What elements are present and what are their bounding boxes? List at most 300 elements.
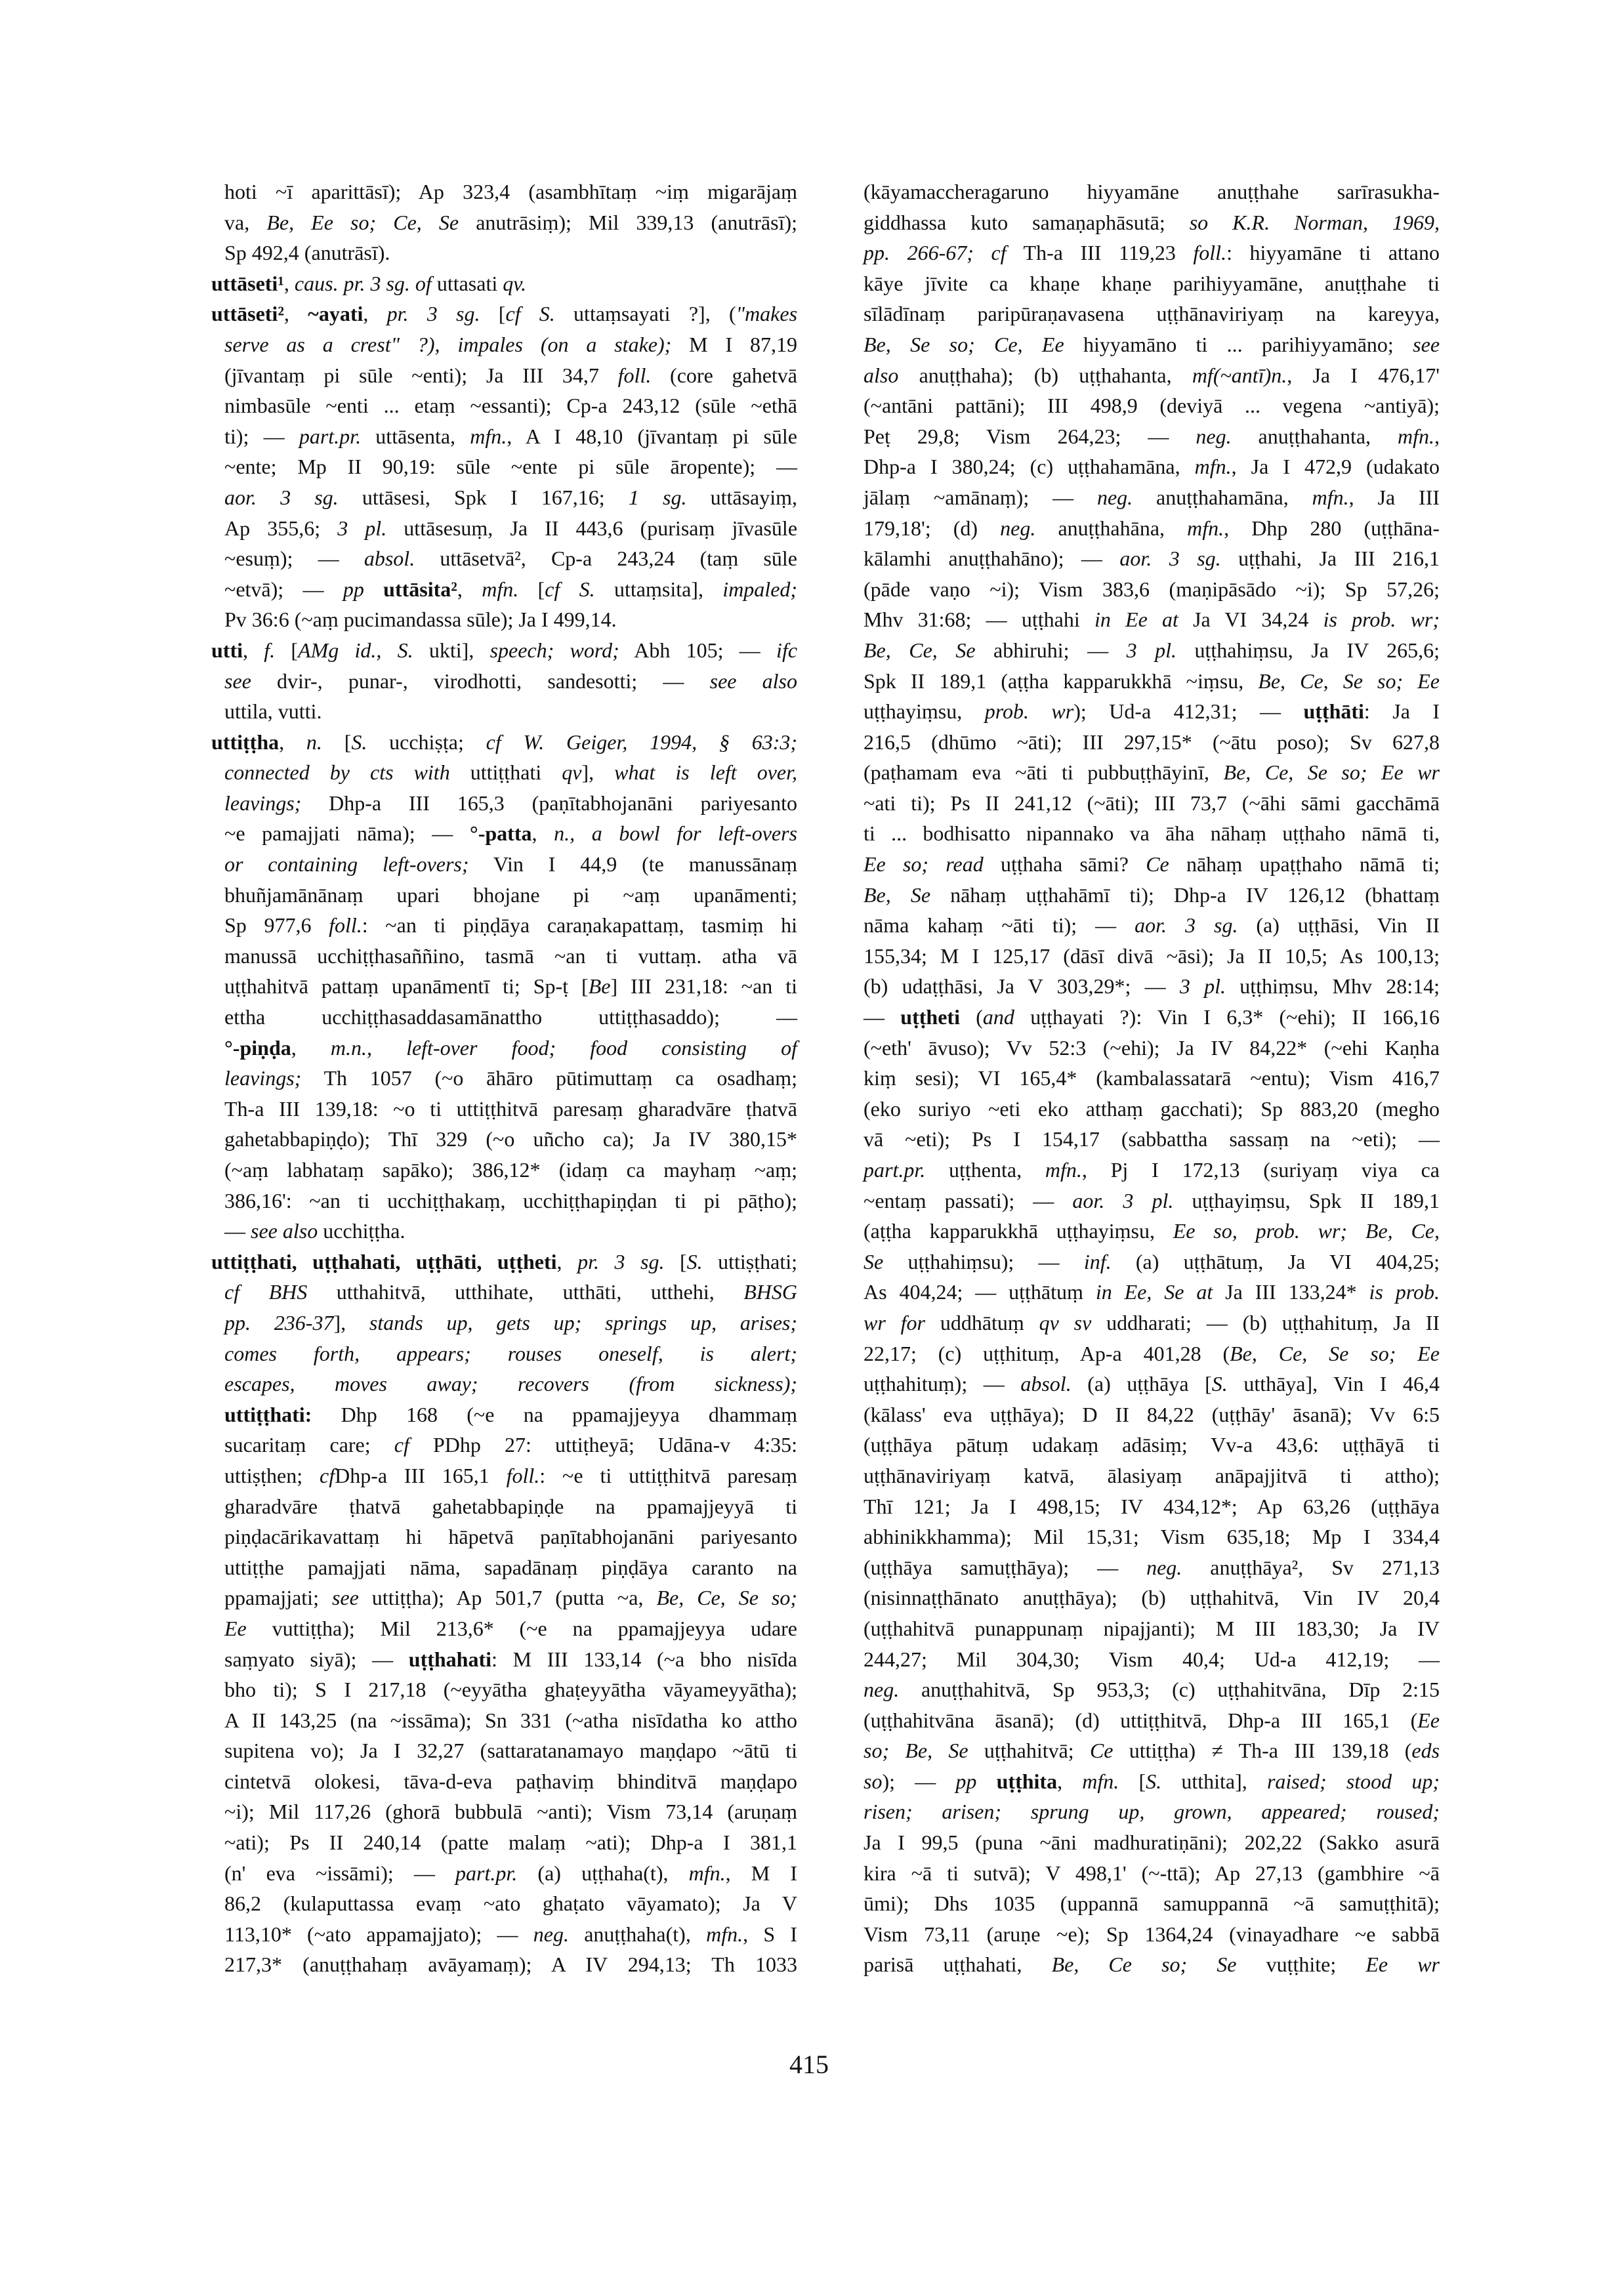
text-line [850, 513, 1440, 544]
text-run: ~e pamajjati nāma); — [224, 821, 470, 846]
italic-text: mfn. [706, 1922, 743, 1946]
text-run: Thī 121; Ja I 498,15; IV 434,12*; Ap 63,26 (uṭṭhāya [864, 1494, 1440, 1518]
text-line [211, 482, 797, 513]
italic-text: also [864, 363, 899, 387]
text-run: , Ja I 476,17' [1287, 363, 1440, 387]
text-run: uṭṭhenta, [925, 1158, 1045, 1182]
text-line [211, 1094, 797, 1125]
italic-text: neg. [864, 1678, 900, 1702]
italic-text: ifc [776, 638, 798, 662]
text-run: (~antāni pattāni); III 498,9 (deviyā ... vegena ~antiyā); [864, 394, 1440, 418]
italic-text: comes forth, appears; rouses oneself, is alert; [224, 1341, 797, 1365]
text-line [850, 1430, 1440, 1460]
text-line [211, 513, 797, 544]
italic-text: Se [864, 1249, 884, 1273]
text-run: 155,34; M I 125,17 (dāsī divā ~āsi); Ja II 10,5; As 100,13; [864, 943, 1440, 968]
italic-text: mfn. [688, 1861, 726, 1885]
text-line [850, 1124, 1440, 1155]
text-line [211, 1491, 797, 1522]
text-run: , S I [743, 1922, 798, 1946]
text-run: , [283, 302, 308, 326]
headword: uttāsita² [383, 577, 457, 601]
text-run: uṭṭhayiṃsu, [864, 699, 985, 724]
text-run: : hiyyamāne ti attano [1226, 241, 1440, 265]
text-run: uttāsayiṃ, [686, 485, 798, 509]
text-line [850, 1705, 1440, 1736]
text-line [850, 1827, 1440, 1858]
text-line [211, 757, 797, 788]
text-run: uṭṭhahiṃsu); — [883, 1249, 1084, 1273]
italic-text: part.pr. [864, 1158, 926, 1182]
text-line [850, 1338, 1440, 1369]
text-run: — [864, 1005, 901, 1029]
text-line [850, 727, 1440, 758]
headword: uṭṭhita [996, 1769, 1058, 1793]
italic-text: caus. pr. 3 sg. of [294, 271, 432, 295]
text-run: (aṭṭha kapparukkhā uṭṭhayiṃsu, [864, 1219, 1173, 1243]
text-run: anutrāsiṃ); Mil 339,13 (anutrāsī); [459, 210, 798, 234]
text-run: nāhaṃ upaṭṭhaho nāmā ti; [1169, 852, 1440, 877]
text-run: 216,5 (dhūmo ~āti); III 297,15* (~ātu poso); Sv 627,8 [864, 730, 1440, 754]
text-run: abhinikkhamma); Mil 15,31; Vism 635,18; Mp I 334,4 [864, 1525, 1440, 1549]
text-run: , [363, 302, 387, 326]
text-run: uddhātuṃ [925, 1310, 1039, 1334]
text-line [211, 1247, 797, 1277]
text-line [850, 1186, 1440, 1216]
italic-text: see [331, 1586, 359, 1610]
text-run: anuṭṭhaha); (b) uṭṭhahanta, [898, 363, 1192, 387]
text-line [211, 1002, 797, 1033]
text-line [211, 1155, 797, 1186]
text-line [211, 451, 797, 482]
text-run: ~ati); Ps II 240,14 (patte malaṃ ~ati); Dhp-a I 381,1 [224, 1830, 797, 1855]
text-run: (core gahetvā [651, 363, 798, 387]
italic-text: f. [264, 638, 276, 662]
text-run: , A I 48,10 (jīvantaṃ pi sūle [507, 424, 798, 448]
text-run: [ [322, 730, 352, 754]
text-run: uttāsetvā², Cp-a 243,24 (taṃ sūle [415, 547, 797, 571]
text-line [211, 421, 797, 452]
text-run: ettha ucchiṭṭhasaddasamānattho uttiṭṭhasaddo); — [224, 1005, 797, 1029]
text-run: ], [333, 1310, 369, 1334]
text-run: uṭṭhahituṃ); — [864, 1372, 1021, 1396]
text-run: , Ja III [1348, 485, 1440, 509]
text-run: kiṃ sesi); VI 165,4* (kambalassatarā ~entu); Vism 416,7 [864, 1066, 1440, 1090]
text-line [211, 1216, 797, 1247]
italic-text: aor. 3 sg. [1135, 913, 1238, 938]
text-line [850, 1582, 1440, 1613]
text-run: sucaritaṃ care; [224, 1433, 394, 1457]
italic-text: see [1413, 332, 1440, 356]
italic-text: raised; stood up; [1266, 1769, 1440, 1793]
text-run: anuṭṭhahamāna, [1133, 485, 1312, 509]
text-run: , [556, 1249, 578, 1273]
italic-text: S. [1211, 1372, 1228, 1396]
text-line [850, 1796, 1440, 1827]
text-run: sīlādīnaṃ paripūraṇavasena uṭṭhānaviriyaṃ na kareyya, [864, 302, 1440, 326]
italic-text: mfn. [482, 577, 519, 601]
italic-text: Be, Ee so; Ce, Se [266, 210, 459, 234]
italic-text: or containing left-overs; [224, 852, 469, 877]
italic-text: inf. [1083, 1249, 1112, 1273]
italic-text: 3 pl. [337, 516, 387, 540]
text-line [850, 1002, 1440, 1033]
text-run: : ~e ti uttiṭṭhitvā paresaṃ [539, 1463, 798, 1487]
italic-text: is prob. [1369, 1280, 1440, 1304]
headword: ~ayati [308, 302, 364, 326]
text-line [211, 1430, 797, 1460]
italic-text: aor. 3 pl. [1072, 1188, 1174, 1212]
text-run: vuṭṭhite; [1236, 1953, 1366, 1977]
text-run: nāma kahaṃ ~āti ti); — [864, 913, 1135, 938]
text-run: : M III 133,14 (~a bho nisīda [491, 1647, 797, 1671]
text-run: (pāde vaṇo ~i); Vism 383,6 (maṇipāsādo ~i); Sp 57,26; [864, 577, 1440, 601]
italic-text: mfn. [1045, 1158, 1082, 1182]
text-line [211, 1735, 797, 1766]
text-run: , Dhp 280 (uṭṭhāna- [1224, 516, 1440, 540]
italic-text: in Ee at [1094, 608, 1178, 632]
right-column [850, 176, 1440, 1980]
text-run: kālamhi anuṭṭhahāno); — [864, 547, 1120, 571]
text-run: 113,10* (~ato appamajjato); — [224, 1922, 533, 1946]
text-run: (b) udaṭṭhāsi, Ja V 303,29*; — [864, 974, 1180, 999]
italic-text: in Ee, Se at [1095, 1280, 1213, 1304]
italic-text: foll. [506, 1463, 540, 1487]
italic-text: speech; word; [489, 638, 619, 662]
text-line [211, 635, 797, 666]
text-run: ], [581, 760, 615, 785]
text-run: anuṭṭhahanta, [1231, 424, 1398, 448]
italic-text: n. [306, 730, 322, 754]
italic-text: foll. [617, 363, 652, 387]
left-column [211, 176, 797, 1980]
text-line [850, 176, 1440, 207]
text-run: (uṭṭhāya samuṭṭhāya); — [864, 1555, 1147, 1579]
text-run: ~etvā); — [224, 577, 343, 601]
text-run: gharadvāre ṭhatvā gahetabbapiṇḍe na ppamajjeyyā ti [224, 1494, 797, 1518]
italic-text: Be, Ce, Se so; Ee [1258, 669, 1440, 693]
italic-text: mfn. [1082, 1769, 1119, 1793]
italic-text: aor. 3 sg. [224, 485, 339, 509]
text-line [850, 1247, 1440, 1277]
text-run: ūmi); Dhs 1035 (uppannā samuppannā ~ā samuṭṭhitā); [864, 1892, 1440, 1916]
text-line [211, 1521, 797, 1552]
text-run: uddharati; — (b) uṭṭhahituṃ, Ja II [1091, 1310, 1440, 1334]
italic-text: cf [394, 1433, 409, 1457]
text-run: ~ente; Mp II 90,19: sūle ~ente pi sūle āropente); — [224, 455, 797, 479]
text-run: hoti ~ī aparittāsī); Ap 323,4 (asambhītaṃ ~iṃ migarājaṃ [224, 180, 797, 203]
italic-text: see also [709, 669, 798, 693]
italic-text: leavings; [224, 1066, 302, 1090]
text-run: : Ja I [1364, 699, 1440, 724]
text-run: uṭṭhaha sāmi? [983, 852, 1146, 877]
text-run: Pv 36:6 (~aṃ pucimandassa sūle); Ja I 499,14. [224, 608, 617, 632]
text-line [211, 329, 797, 360]
text-run: uṭṭhahi, Ja III 216,1 [1220, 547, 1440, 571]
text-run: cintetvā olokesi, tāva-d-eva paṭhaviṃ bhinditvā maṇḍapo [224, 1769, 797, 1793]
italic-text: foll. [329, 913, 362, 938]
text-run: (kālass' eva uṭṭhāya); D II 84,22 (uṭṭhāy' āsanā); Vv 6:5 [864, 1402, 1440, 1426]
text-run: ~esuṃ); — [224, 547, 364, 571]
text-run: [ [1119, 1769, 1146, 1793]
italic-text: so K.R. Norman, 1969, [1189, 210, 1440, 234]
text-run: M I 87,19 [671, 332, 798, 356]
text-line [850, 1735, 1440, 1766]
text-line [211, 1033, 797, 1064]
text-run: , [1057, 1769, 1083, 1793]
italic-text: S. [351, 730, 367, 754]
text-line [211, 176, 797, 207]
italic-text: Ee so; read [864, 852, 984, 877]
text-line [211, 880, 797, 911]
text-line [211, 910, 797, 941]
italic-text: Ee wr [1365, 1953, 1440, 1977]
text-line [211, 543, 797, 574]
italic-text: Be, Se [864, 882, 931, 907]
italic-text: is prob. wr; [1323, 608, 1440, 632]
text-run: supitena vo); Ja I 32,27 (sattaratanamayo maṇḍapo ~ātū ti [224, 1739, 797, 1763]
text-run: Ja I 99,5 (puna ~āni madhuratiṇāni); 202,22 (Sakko asurā [864, 1830, 1440, 1855]
text-run: uṭṭhahitvā pattaṃ upanāmentī ti; Sp-ṭ [ [224, 974, 589, 999]
text-run: (uṭṭhahitvāna āsanā); (d) uttiṭṭhitvā, Dhp-a III 165,1 ( [864, 1708, 1418, 1732]
text-run: PDhp 27: uttiṭheyā; Udāna-v 4:35: [409, 1433, 798, 1457]
text-run: ukti], [413, 638, 490, 662]
text-run: Sp 492,4 (anutrāsī). [224, 241, 390, 265]
text-line [211, 299, 797, 329]
text-run: ~entaṃ passati); — [864, 1188, 1073, 1212]
text-run: uṭṭhayiṃsu, Spk II 189,1 [1173, 1188, 1440, 1212]
text-run: (jīvantaṃ pi sūle ~enti); Ja III 34,7 [224, 363, 618, 387]
italic-text: neg. [1000, 516, 1036, 540]
italic-text: impaled; [722, 577, 798, 601]
text-line [850, 543, 1440, 574]
italic-text: qv sv [1039, 1310, 1092, 1334]
text-line [211, 268, 797, 299]
text-line [850, 1155, 1440, 1186]
italic-text: and [982, 1005, 1014, 1029]
italic-text: cf W. Geiger, 1994, § 63:3; [486, 730, 798, 754]
text-run: va, [224, 210, 267, 234]
headword: uttiṭṭhati, uṭṭhahati, uṭṭhāti, uṭṭheti [211, 1249, 557, 1273]
text-run: (uṭṭhahitvā punappunaṃ nipajjanti); M III 183,30; Ja IV [864, 1616, 1440, 1640]
italic-text: see also [251, 1219, 318, 1243]
italic-text: part.pr. [299, 424, 362, 448]
text-line [850, 1491, 1440, 1522]
text-line [211, 1063, 797, 1094]
text-line [211, 849, 797, 880]
text-line [850, 880, 1440, 911]
text-run: saṃyato siyā); — [224, 1647, 409, 1671]
text-run: anuṭṭhāya², Sv 271,13 [1182, 1555, 1440, 1579]
text-line [211, 696, 797, 727]
text-run: (a) uṭṭhātuṃ, Ja VI 404,25; [1111, 1249, 1440, 1273]
text-run: Th-a III 119,23 [1006, 241, 1194, 265]
text-run: 244,27; Mil 304,30; Vism 40,4; Ud-a 412,19; — [864, 1647, 1440, 1671]
text-run: ucchiṭṭha. [318, 1219, 406, 1243]
text-line [850, 788, 1440, 819]
text-run: Dhp-a I 380,24; (c) uṭṭhahamāna, [864, 455, 1195, 479]
italic-text: so [864, 1769, 883, 1793]
text-run: (a) uṭṭhaha(t), [517, 1861, 689, 1885]
text-line [211, 818, 797, 849]
text-line [850, 1216, 1440, 1247]
headword: uttiṭṭhati: [224, 1402, 312, 1426]
text-run: parisā uṭṭhahati, [864, 1953, 1052, 1977]
text-run: , [279, 730, 306, 754]
text-line [211, 727, 797, 758]
italic-text: risen; arisen; sprung up, grown, appeared; roused; [864, 1800, 1440, 1824]
text-run: Ap 355,6; [224, 516, 338, 540]
text-run: hiyyamāno ti ... parihiyyamāno; [1064, 332, 1413, 356]
text-run: uttiṣṭhati; [702, 1249, 798, 1273]
text-run [976, 1769, 996, 1793]
text-line [850, 451, 1440, 482]
text-run: nāhaṃ uṭṭhahāmī ti); Dhp-a IV 126,12 (bhattaṃ [930, 882, 1440, 907]
text-run: Th-a III 139,18: ~o ti uttiṭṭhitvā paresaṃ gharadvāre ṭhatvā [224, 1096, 797, 1121]
text-run: anuṭṭhaha(t), [568, 1922, 707, 1946]
text-line [850, 1888, 1440, 1919]
text-run: , [243, 638, 264, 662]
text-run: (~aṃ labhataṃ sapāko); 386,12* (idaṃ ca mayhaṃ ~aṃ; [224, 1158, 797, 1182]
text-run: giddhassa kuto samaṇaphāsutā; [864, 210, 1190, 234]
italic-text: Be, Ce, Se so; Ee [1230, 1341, 1440, 1365]
italic-text: absol. [1020, 1372, 1072, 1396]
text-run: uṭṭhahiṃsu, Ja IV 265,6; [1176, 638, 1440, 662]
text-run: dvir-, punar-, virodhotti, sandesotti; — [251, 669, 710, 693]
text-run: 22,17; (c) uṭṭhituṃ, Ap-a 401,28 ( [864, 1341, 1230, 1365]
italic-text: pp [955, 1769, 977, 1793]
headword: °-piṇḍa [224, 1035, 291, 1060]
headword: uṭṭheti [900, 1005, 960, 1029]
italic-text: Ce [1146, 852, 1169, 877]
text-line [211, 1277, 797, 1308]
italic-text: Be, Ce, Se so; [656, 1586, 798, 1610]
text-run: ] III 231,18: ~an ti [610, 974, 797, 999]
text-run: ppamajjati; [224, 1586, 332, 1610]
text-line [211, 941, 797, 972]
text-run: uṭṭhiṃsu, Mhv 28:14; [1226, 974, 1440, 999]
text-line [850, 757, 1440, 788]
text-line [850, 1674, 1440, 1705]
text-line [211, 666, 797, 697]
italic-text: prob. wr [984, 699, 1074, 724]
text-run: jālaṃ ~amānaṃ); — [864, 485, 1097, 509]
text-run: (a) uṭṭhāya [ [1071, 1372, 1212, 1396]
headword: uttāseti¹ [211, 271, 284, 295]
text-line [850, 268, 1440, 299]
italic-text: qv. [503, 271, 527, 295]
text-run: [ [480, 302, 506, 326]
text-run: , Ja I 472,9 (udakato [1231, 455, 1440, 479]
text-line [211, 1460, 797, 1491]
italic-text: 3 pl. [1179, 974, 1226, 999]
text-run: uttiṭṭha); Ap 501,7 (putta ~a, [358, 1586, 657, 1610]
text-line [850, 635, 1440, 666]
text-run: (n' eva ~issāmi); — [224, 1861, 456, 1885]
text-line [211, 390, 797, 421]
text-run: 386,16': ~an ti ucchiṭṭhakaṃ, ucchiṭṭhapiṇḍan ti pi pāṭho); [224, 1188, 797, 1212]
text-line [850, 482, 1440, 513]
text-run: (nisinnaṭṭhānato anuṭṭhāya); (b) uṭṭhahitvā, Vin IV 20,4 [864, 1586, 1440, 1610]
text-run: utthita], [1161, 1769, 1267, 1793]
text-run: uttāsenta, [361, 424, 470, 448]
headword: uttāseti² [211, 302, 284, 326]
text-line [211, 1613, 797, 1644]
text-run: kāye jīvite ca khaṇe khaṇe parihiyyamāne, anuṭṭhahe ti [864, 271, 1440, 295]
text-line [850, 1460, 1440, 1491]
text-run: abhiruhi; — [975, 638, 1127, 662]
italic-text: mfn. [1187, 516, 1224, 540]
italic-text: serve as a crest" ?), impales (on a stake); [224, 332, 672, 356]
text-line [211, 1582, 797, 1613]
text-run: , M I [725, 1861, 797, 1885]
text-run: Th 1057 (~o āhāro pūtimuttaṃ ca osadhaṃ; [301, 1066, 797, 1090]
text-run: bhuñjamānānaṃ upari bhojane pi ~aṃ upanāmenti; [224, 882, 797, 907]
text-line [211, 1888, 797, 1919]
italic-text: neg. [1146, 1555, 1182, 1579]
text-run: , [291, 1035, 331, 1060]
italic-text: Ee so, prob. wr; Be, Ce, [1173, 1219, 1440, 1243]
text-line [211, 1369, 797, 1399]
italic-text: BHSG [743, 1280, 797, 1304]
headword: uttiṭṭha [211, 730, 280, 754]
italic-text: pp. 266-67; cf [864, 241, 1007, 265]
text-run: , [457, 577, 482, 601]
italic-text: S. [686, 1249, 703, 1273]
italic-text: AMg id., S. [298, 638, 413, 662]
text-run: , [1434, 424, 1440, 448]
text-line [211, 1674, 797, 1705]
text-run: uttāsesuṃ, Ja II 443,6 (purisaṃ jīvasūle [386, 516, 798, 540]
text-run: : ~an ti piṇḍāya caraṇakapattaṃ, tasmiṃ hi [362, 913, 797, 938]
text-line [211, 574, 797, 605]
text-line [850, 604, 1440, 635]
text-line [850, 1399, 1440, 1430]
text-run: uttiṭṭhe pamajjati nāma, sapadānaṃ piṇḍāya caranto na [224, 1555, 797, 1579]
text-line [850, 1919, 1440, 1950]
text-line [850, 1369, 1440, 1399]
text-line [850, 1094, 1440, 1125]
text-run: ( [959, 1005, 983, 1029]
italic-text: pr. 3 sg. [577, 1249, 665, 1273]
text-run: , [283, 271, 295, 295]
text-line [211, 1766, 797, 1797]
text-run: bho ti); S I 217,18 (~eyyātha ghaṭeyyātha vāyameyyātha); [224, 1678, 797, 1702]
text-run: nimbasūle ~enti ... etaṃ ~essanti); Cp-a 243,12 (sūle ~ethā [224, 394, 797, 418]
text-run: , Pj I 172,13 (suriyaṃ viya ca [1081, 1158, 1440, 1182]
text-line [211, 971, 797, 1002]
text-line [850, 1644, 1440, 1675]
text-line [850, 299, 1440, 329]
text-run: [ [275, 638, 299, 662]
text-run: Vism 73,11 (aruṇe ~e); Sp 1364,24 (vinayadhare ~e sabbā [864, 1922, 1440, 1946]
headword: uṭṭhahati [408, 1647, 492, 1671]
text-line [211, 1308, 797, 1338]
italic-text: pp. 236-37 [224, 1310, 334, 1334]
text-run: Sp 977,6 [224, 913, 329, 938]
text-line [850, 390, 1440, 421]
italic-text: see [224, 669, 251, 693]
italic-text: absol. [364, 547, 415, 571]
text-run: (~eth' āvuso); Vv 52:3 (~ehi); Ja IV 84,22* (~ehi Kaṇha [864, 1035, 1440, 1060]
text-run: 86,2 (kulaputtassa evaṃ ~ato ghaṭato vāyamato); Ja V [224, 1892, 797, 1916]
text-run: Ja III 133,24* [1213, 1280, 1369, 1304]
italic-text: 1 sg. [628, 485, 687, 509]
italic-text: m.n., left-over food; food consisting of [330, 1035, 797, 1060]
text-run: anuṭṭhahitvā, Sp 953,3; (c) uṭṭhahitvāna, Dīp 2:15 [899, 1678, 1440, 1702]
text-line [211, 360, 797, 391]
italic-text: 3 pl. [1126, 638, 1177, 662]
